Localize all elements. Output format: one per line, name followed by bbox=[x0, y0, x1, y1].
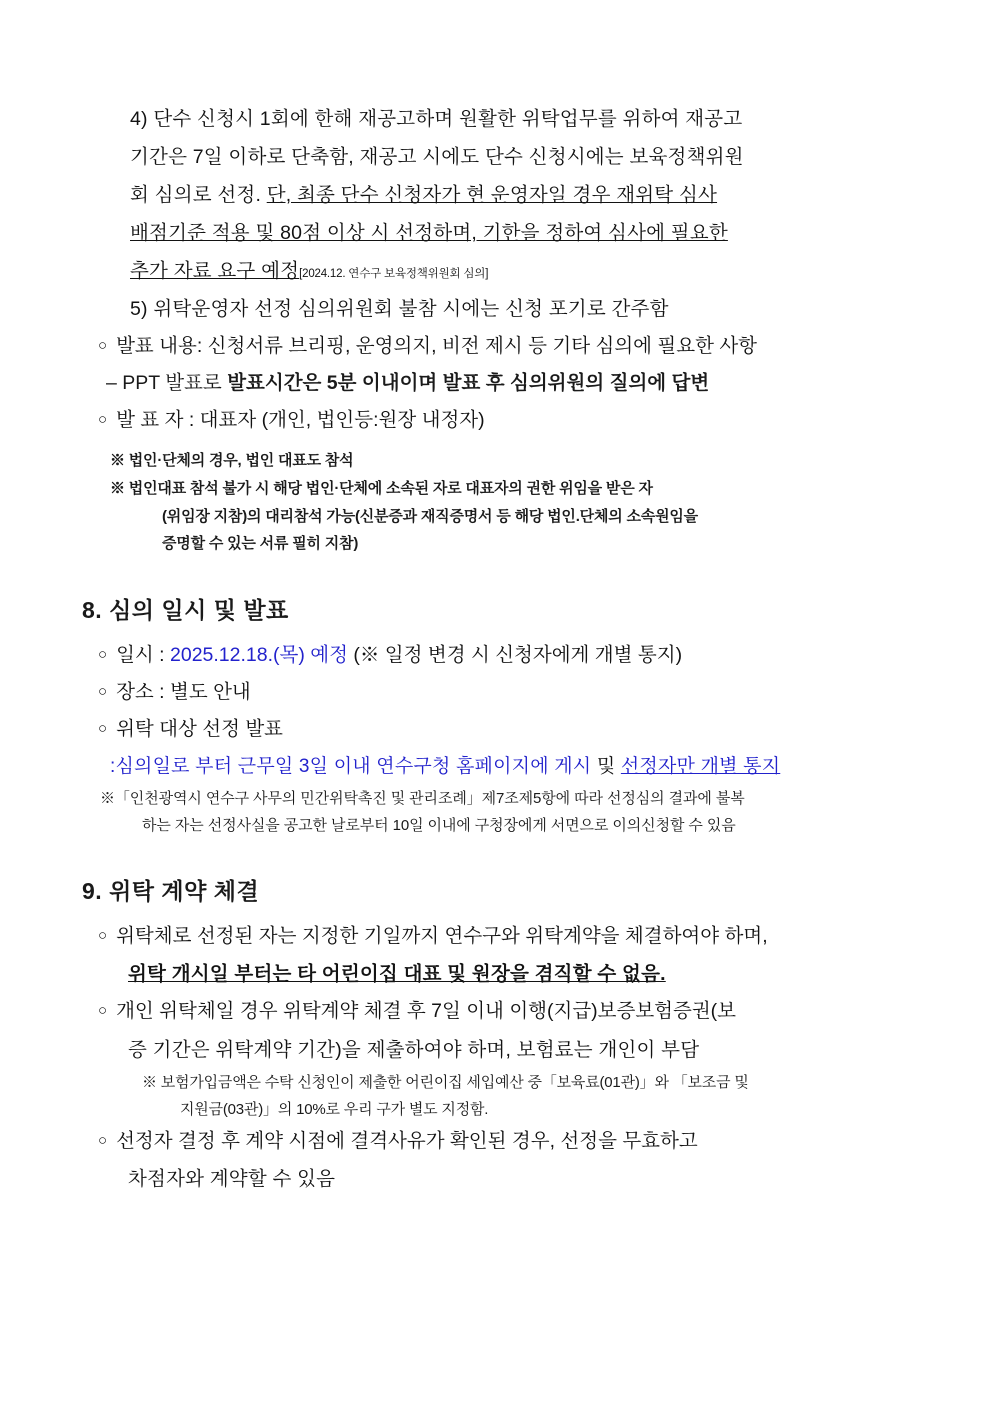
section-9-heading: 9. 위탁 계약 체결 bbox=[82, 878, 260, 905]
note-proxy-line-2: (위임장 지참)의 대리참석 가능(신분증과 재직증명서 등 해당 법인.단체의 소속원임을 bbox=[162, 507, 698, 525]
review-datetime-note: (※ 일정 변경 시 신청자에게 개별 통지) bbox=[347, 644, 683, 667]
clause-4-line-3-plain: 회 심의로 선정. bbox=[130, 184, 267, 207]
bullet-presentation-content bbox=[98, 328, 930, 365]
clause-4-line-3-underlined: 단, 최종 단수 신청자가 현 운영자일 경우 재위탁 심사 bbox=[266, 184, 718, 207]
review-place-text: 장소 : 별도 안내 bbox=[116, 681, 251, 704]
bullet-disqualification bbox=[98, 1123, 930, 1160]
insurance-amount-note-line-2: 지원금(03관)」의 10%로 우리 구가 별도 지정함. bbox=[180, 1100, 489, 1118]
clause-4-line-2: 기간은 7일 이하로 단축함, 재공고 시에도 단수 신청시에는 보육정책위원 bbox=[130, 146, 744, 169]
clause-5: 5) 위탁운영자 선정 심의위원회 불참 시에는 신청 포기로 간주함 bbox=[130, 298, 669, 321]
dash-ppt-bold: 발표시간은 5분 이내이며 발표 후 심의위원의 질의에 답변 bbox=[227, 372, 710, 395]
clause-4-line-4: 배점기준 적용 및 80점 이상 시 선정하며, 기한을 정하여 심사에 필요한 bbox=[130, 222, 728, 245]
objection-note-line-1: ※「인천광역시 연수구 사무의 민간위탁촉진 및 관리조례」제7조제5항에 따라 선정심의 결과에 불복 bbox=[100, 790, 745, 808]
insurance-requirement-line-2: 증 기간은 위탁계약 기간)을 제출하여야 하며, 보험료는 개인이 부담 bbox=[128, 1038, 700, 1061]
note-proxy-attendance bbox=[110, 475, 930, 558]
bullet-review-place bbox=[98, 674, 930, 711]
circle-bullet-icon: ○ bbox=[98, 337, 108, 355]
note-star-icon: ※ bbox=[110, 479, 125, 497]
bullet-insurance-requirement bbox=[98, 993, 930, 1030]
objection-note bbox=[100, 785, 930, 839]
objection-note-line-2: 하는 자는 선정사실을 공고한 날로부터 10일 이내에 구청장에게 서면으로 이의신청할 수 있음 bbox=[142, 817, 736, 835]
note-proxy-line-1: 법인대표 참석 불가 시 해당 법인·단체에 소속된 자로 대표자의 권한 위임을 받은 자 bbox=[128, 479, 653, 497]
announcement-detail-part-1: :심의일로 부터 근무일 3일 이내 연수구청 홈페이지에 게시 bbox=[110, 756, 597, 778]
disqualification-line-2: 차점자와 계약할 수 있음 bbox=[128, 1167, 336, 1190]
review-datetime-value: 2025.12.18.(목) 예정 bbox=[170, 644, 348, 667]
bullet-review-datetime bbox=[98, 637, 930, 674]
insurance-amount-note-line-1: ※ 보험가입금액은 수탁 신청인이 제출한 어린이집 세입예산 중「보육료(01관)」와 「보조금 및 bbox=[142, 1073, 749, 1091]
clause-4-source-note: [2024.12. 연수구 보육정책위원회 심의] bbox=[299, 268, 489, 281]
insurance-amount-note bbox=[142, 1069, 930, 1123]
section-8-heading: 8. 심의 일시 및 발표 bbox=[82, 597, 289, 624]
contract-conclusion-line-1: 위탁체로 선정된 자는 지정한 기일까지 연수구와 위탁계약을 체결하여야 하며, bbox=[116, 925, 768, 948]
clause-4-line-5 bbox=[130, 252, 930, 290]
disqualification-line-1: 선정자 결정 후 계약 시점에 결격사유가 확인된 경우, 선정을 무효하고 bbox=[116, 1129, 698, 1152]
circle-bullet-icon: ○ bbox=[98, 1002, 108, 1020]
circle-bullet-icon: ○ bbox=[98, 927, 108, 945]
circle-bullet-icon: ○ bbox=[98, 1131, 108, 1149]
circle-bullet-icon: ○ bbox=[98, 646, 108, 664]
announcement-detail-part-3: 선정자만 개별 통지 bbox=[620, 756, 781, 778]
bullet-presentation-content-text: 발표 내용: 신청서류 브리핑, 운영의지, 비전 제시 등 기타 심의에 필요한 사항 bbox=[116, 335, 758, 358]
clause-4-line-1: 4) 단수 신청시 1회에 한해 재공고하며 원활한 위탁업무를 위하여 재공고 bbox=[130, 108, 743, 130]
bullet-contract-conclusion bbox=[98, 918, 930, 955]
dash-ppt-item bbox=[106, 365, 930, 402]
circle-bullet-icon: ○ bbox=[98, 683, 108, 701]
contract-conclusion-line-2-wrap bbox=[128, 955, 930, 993]
dash-ppt-prefix: – PPT 발표로 bbox=[106, 372, 228, 395]
bullet-presenter bbox=[98, 402, 930, 439]
bullet-selection-announcement bbox=[98, 711, 930, 748]
insurance-requirement-line-1: 개인 위탁체일 경우 위탁계약 체결 후 7일 이내 이행(지급)보증보험증권(보 bbox=[116, 1000, 737, 1023]
bullet-presenter-text: 발 표 자 : 대표자 (개인, 법인등:원장 내정자) bbox=[116, 409, 485, 432]
selection-announcement-text: 위탁 대상 선정 발표 bbox=[116, 718, 284, 741]
review-datetime-label: 일시 : bbox=[116, 644, 170, 667]
circle-bullet-icon: ○ bbox=[98, 411, 108, 429]
note-corporate-representative: ※ 법인·단체의 경우, 법인 대표도 참석 bbox=[110, 452, 354, 470]
clause-4-line-5-underlined: 추가 자료 요구 예정 bbox=[130, 260, 300, 283]
clause-4-line-3 bbox=[130, 176, 930, 214]
announcement-detail-part-2: 및 bbox=[596, 756, 621, 778]
circle-bullet-icon: ○ bbox=[98, 720, 108, 738]
announcement-detail bbox=[110, 748, 930, 785]
note-proxy-line-3: 증명할 수 있는 서류 필히 지참) bbox=[162, 535, 359, 553]
contract-conclusion-line-2: 위탁 개시일 부터는 타 어린이집 대표 및 원장을 겸직할 수 없음. bbox=[128, 963, 666, 986]
